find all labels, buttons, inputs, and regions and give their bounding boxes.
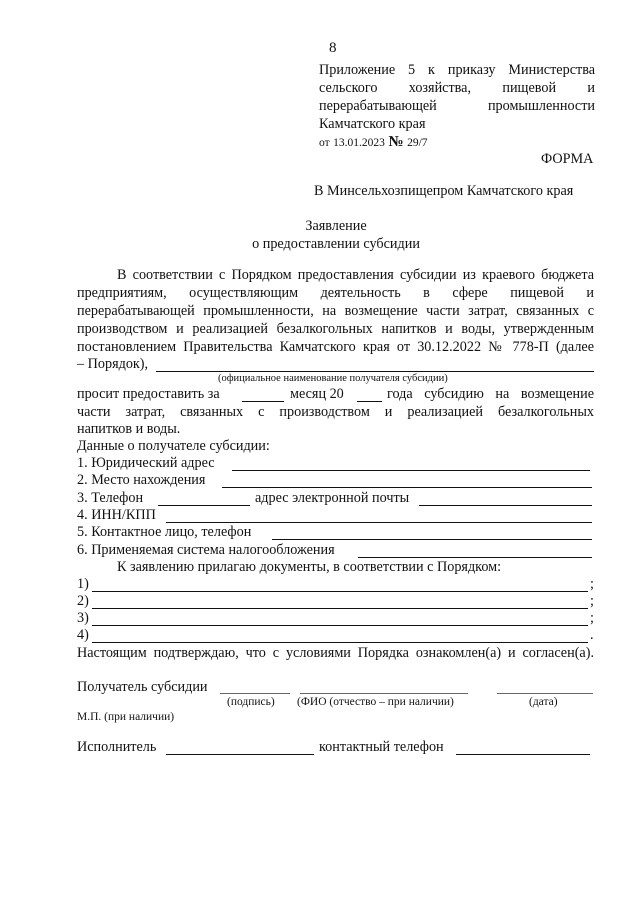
- page-number: 8: [329, 40, 337, 56]
- confirmation-text: Настоящим подтверждаю, что с условиями Порядка ознакомлен(а) и согласен(а).: [77, 645, 594, 661]
- item-inn-kpp: 4. ИНН/КПП: [77, 507, 156, 523]
- request-part-1: просит предоставить за: [77, 386, 220, 402]
- date-field[interactable]: [497, 693, 593, 694]
- order-date: 13.01.2023: [333, 137, 385, 149]
- intro-line-6: – Порядок),: [77, 356, 149, 372]
- item-legal-address: 1. Юридический адрес: [77, 455, 215, 471]
- signature-field[interactable]: [220, 693, 290, 694]
- fio-hint: (ФИО (отчество – при наличии): [297, 696, 454, 708]
- item-phone: 3. Телефон: [77, 490, 144, 506]
- request-line-3: напитков и воды.: [77, 421, 181, 437]
- request-line-2: части затрат, связанных с производством и реализацией безалкогольных: [77, 404, 594, 420]
- executor-phone-field[interactable]: [456, 754, 590, 755]
- intro-line-2: предприятиям, осуществляющим деятельность в сфере пищевой и: [77, 285, 594, 301]
- attachment-field-2[interactable]: [92, 608, 588, 609]
- request-part-3: года субсидию на возмещение: [387, 386, 594, 402]
- appendix-line-1: Приложение 5 к приказу Министерства: [319, 62, 595, 78]
- executor-field[interactable]: [166, 754, 314, 755]
- addressee: В Минсельхозпищепром Камчатского края: [314, 183, 574, 199]
- email-field[interactable]: [419, 505, 592, 506]
- phone-field[interactable]: [158, 505, 250, 506]
- attachment-label-1: 1): [77, 576, 89, 592]
- year-field[interactable]: [357, 401, 382, 402]
- attachment-end-3: ;: [590, 610, 594, 626]
- attachment-label-2: 2): [77, 593, 89, 609]
- item-location: 2. Место нахождения: [77, 472, 206, 488]
- date-prefix: от: [319, 137, 330, 149]
- intro-line-5: постановлением Правительства Камчатского края от 30.12.2022 № 778-П (далее: [77, 339, 594, 355]
- document-title: Заявление: [305, 218, 367, 234]
- signature-label: Получатель субсидии: [77, 679, 208, 695]
- location-field[interactable]: [222, 487, 592, 488]
- attachment-label-4: 4): [77, 627, 89, 643]
- executor-label: Исполнитель: [77, 739, 157, 755]
- appendix-line-2: сельского хозяйства, пищевой и: [319, 80, 595, 96]
- intro-line-1: В соответствии с Порядком предоставления субсидии из краевого бюджета: [117, 267, 594, 283]
- intro-line-4: производством и реализацией безалкогольных напитков и воды, утвержденным: [77, 321, 594, 337]
- contact-person-field[interactable]: [272, 539, 592, 540]
- month-field[interactable]: [242, 401, 284, 402]
- email-label: адрес электронной почты: [255, 490, 410, 506]
- executor-phone-label: контактный телефон: [319, 739, 444, 755]
- attachment-field-3[interactable]: [92, 625, 588, 626]
- intro-line-3: перерабатывающей промышленности, на возмещение части затрат, связанных с: [77, 303, 594, 319]
- appendix-date-line: [319, 134, 428, 151]
- appendix-line-3: перерабатывающей промышленности: [319, 98, 595, 114]
- item-contact-person: 5. Контактное лицо, телефон: [77, 524, 252, 540]
- recipient-name-field[interactable]: [156, 371, 594, 372]
- fio-field[interactable]: [300, 693, 468, 694]
- request-part-2: месяц 20: [290, 386, 344, 402]
- attachment-field-1[interactable]: [92, 591, 588, 592]
- legal-address-field[interactable]: [232, 470, 590, 471]
- order-number: 29/7: [407, 137, 428, 149]
- document-subtitle: о предоставлении субсидии: [252, 236, 420, 252]
- date-hint: (дата): [529, 696, 558, 708]
- tax-system-field[interactable]: [358, 557, 592, 558]
- attachment-end-2: ;: [590, 593, 594, 609]
- stamp-label: М.П. (при наличии): [77, 711, 175, 723]
- recipient-heading: Данные о получателе субсидии:: [77, 438, 270, 454]
- signature-hint: (подпись): [227, 696, 275, 708]
- form-label: ФОРМА: [541, 151, 594, 167]
- attachments-intro: К заявлению прилагаю документы, в соответствии с Порядком:: [117, 559, 502, 575]
- inn-kpp-field[interactable]: [166, 522, 592, 523]
- attachment-end-1: ;: [590, 576, 594, 592]
- attachment-end-4: .: [590, 627, 594, 643]
- item-tax-system: 6. Применяемая система налогообложения: [77, 542, 335, 558]
- attachment-label-3: 3): [77, 610, 89, 626]
- recipient-name-hint: (официальное наименование получателя субсидии): [218, 373, 448, 384]
- attachment-field-4[interactable]: [92, 642, 588, 643]
- number-sign: №: [388, 134, 404, 150]
- appendix-line-4: Камчатского края: [319, 116, 426, 132]
